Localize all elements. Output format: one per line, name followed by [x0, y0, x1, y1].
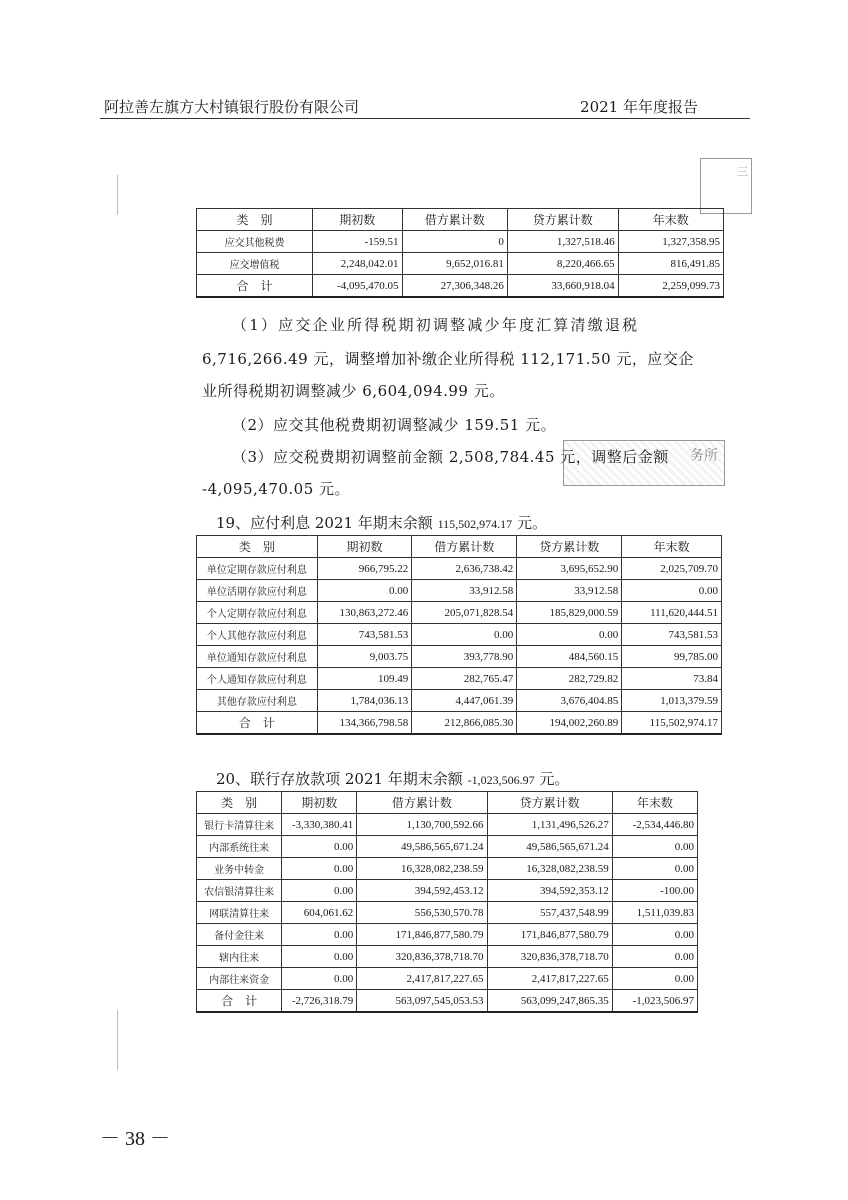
- table-cell: 辖内往来: [197, 946, 282, 968]
- section-suffix: 元。: [539, 770, 570, 788]
- table-cell: 0.00: [612, 836, 697, 858]
- seal-stamp-text: 三: [737, 165, 748, 178]
- table-cell: 1,784,036.13: [317, 690, 412, 712]
- table-cell: 0.00: [282, 880, 357, 902]
- table-cell: 49,586,565,671.24: [357, 836, 487, 858]
- table-cell: 个人定期存款应付利息: [197, 602, 318, 624]
- table-cell: 33,660,918.04: [507, 275, 618, 298]
- table-cell: 0.00: [622, 580, 722, 602]
- table-cell: 0.00: [612, 858, 697, 880]
- table-cell: 9,003.75: [317, 646, 412, 668]
- table-header-row: [197, 792, 698, 814]
- table-cell: 556,530,570.78: [357, 902, 487, 924]
- table-cell: 282,729.82: [517, 668, 622, 690]
- margin-mark: [117, 175, 118, 215]
- report-title: 2021 年年度报告: [580, 98, 698, 116]
- interbank-deposits-table: [196, 791, 698, 1013]
- section-heading-text: 20、联行存放款项 2021 年期末余额: [216, 770, 463, 788]
- page-number: － 38 －: [100, 1128, 170, 1150]
- column-header: 借方累计数: [412, 536, 517, 558]
- table-cell: 0.00: [517, 624, 622, 646]
- table-cell: -4,095,470.05: [312, 275, 402, 298]
- table-row: [197, 924, 698, 946]
- column-header: 期初数: [312, 209, 402, 231]
- table-cell: 0.00: [282, 858, 357, 880]
- column-header: 类 别: [197, 209, 313, 231]
- table-cell: 1,511,039.83: [612, 902, 697, 924]
- table-cell: 27,306,348.26: [402, 275, 507, 298]
- table-cell: 134,366,798.58: [317, 712, 412, 735]
- table-cell: 备付金往来: [197, 924, 282, 946]
- table-cell: 应交其他税费: [197, 231, 313, 253]
- table-cell: 网联清算往来: [197, 902, 282, 924]
- table-cell: 0.00: [282, 836, 357, 858]
- table-cell: 484,560.15: [517, 646, 622, 668]
- table-cell: 73.84: [622, 668, 722, 690]
- table-row: [197, 858, 698, 880]
- table-cell: 2,636,738.42: [412, 558, 517, 580]
- column-header: 贷方累计数: [517, 536, 622, 558]
- column-header: 借方累计数: [402, 209, 507, 231]
- table-cell: -3,330,380.41: [282, 814, 357, 836]
- column-header: 年末数: [618, 209, 723, 231]
- table-cell: 743,581.53: [317, 624, 412, 646]
- table-total-row: [197, 990, 698, 1013]
- table-cell: 内部往来资金: [197, 968, 282, 990]
- note-paragraph: （3）应交税费期初调整前金额 2,508,784.45 元，调整后金额: [232, 448, 669, 466]
- table-cell: 0.00: [612, 946, 697, 968]
- table-cell: 1,130,700,592.66: [357, 814, 487, 836]
- table-row: [197, 902, 698, 924]
- note-paragraph: -4,095,470.05 元。: [202, 480, 351, 498]
- column-header: 年末数: [622, 536, 722, 558]
- table-cell: 单位通知存款应付利息: [197, 646, 318, 668]
- table-row: [197, 646, 722, 668]
- table-cell: 320,836,378,718.70: [357, 946, 487, 968]
- column-header: 年末数: [612, 792, 697, 814]
- table-cell: 394,592,353.12: [487, 880, 612, 902]
- table-cell: 1,327,518.46: [507, 231, 618, 253]
- table-cell: 单位定期存款应付利息: [197, 558, 318, 580]
- table-cell: 应交增值税: [197, 253, 313, 275]
- table-cell: 111,620,444.51: [622, 602, 722, 624]
- table-cell: 2,417,817,227.65: [357, 968, 487, 990]
- table-cell: 1,013,379.59: [622, 690, 722, 712]
- table-row: [197, 253, 724, 275]
- section-amount: -1,023,506.97: [467, 773, 535, 787]
- table-cell: 194,002,260.89: [517, 712, 622, 735]
- table-cell: 0.00: [282, 968, 357, 990]
- table-cell: 115,502,974.17: [622, 712, 722, 735]
- table-cell: 2,259,099.73: [618, 275, 723, 298]
- column-header: 类 别: [197, 792, 282, 814]
- table-row: [197, 624, 722, 646]
- table-cell: 185,829,000.59: [517, 602, 622, 624]
- table-row: [197, 580, 722, 602]
- table-cell: -1,023,506.97: [612, 990, 697, 1013]
- table-row: [197, 968, 698, 990]
- table-cell: 1,327,358.95: [618, 231, 723, 253]
- section-heading: [216, 768, 569, 789]
- table-cell: 个人其他存款应付利息: [197, 624, 318, 646]
- column-header: 借方累计数: [357, 792, 487, 814]
- table-cell: 604,061.62: [282, 902, 357, 924]
- table-cell: 9,652,016.81: [402, 253, 507, 275]
- table-cell: 银行卡清算往来: [197, 814, 282, 836]
- table-row: [197, 668, 722, 690]
- table-cell: 33,912.58: [517, 580, 622, 602]
- table-row: [197, 231, 724, 253]
- margin-mark: [117, 1010, 118, 1070]
- column-header: 期初数: [317, 536, 412, 558]
- column-header: 期初数: [282, 792, 357, 814]
- table-cell: 2,025,709.70: [622, 558, 722, 580]
- table-row: [197, 558, 722, 580]
- table-cell: 3,676,404.85: [517, 690, 622, 712]
- interest-payable-table: [196, 535, 722, 735]
- table-cell: 16,328,082,238.59: [357, 858, 487, 880]
- table-cell: 内部系统往来: [197, 836, 282, 858]
- table-cell: 0.00: [612, 968, 697, 990]
- table-cell: 99,785.00: [622, 646, 722, 668]
- table-header-row: [197, 536, 722, 558]
- table-header-row: [197, 209, 724, 231]
- table-cell: 合 计: [197, 712, 318, 735]
- table-cell: 0: [402, 231, 507, 253]
- table-row: [197, 690, 722, 712]
- table-row: [197, 880, 698, 902]
- section-amount: 115,502,974.17: [437, 517, 513, 531]
- table-cell: 0.00: [412, 624, 517, 646]
- table-cell: 816,491.85: [618, 253, 723, 275]
- table-cell: 557,437,548.99: [487, 902, 612, 924]
- note-paragraph: （2）应交其他税费期初调整减少 159.51 元。: [232, 416, 557, 434]
- table-cell: 743,581.53: [622, 624, 722, 646]
- table-cell: 合 计: [197, 275, 313, 298]
- note-paragraph: 业所得税期初调整减少 6,604,094.99 元。: [202, 382, 505, 400]
- section-heading: [216, 512, 547, 533]
- table-cell: 个人通知存款应付利息: [197, 668, 318, 690]
- column-header: 贷方累计数: [487, 792, 612, 814]
- note-paragraph: （1）应交企业所得税期初调整减少年度汇算清缴退税: [232, 316, 640, 334]
- table-cell: 320,836,378,718.70: [487, 946, 612, 968]
- table-cell: 0.00: [282, 924, 357, 946]
- table-cell: 563,099,247,865.35: [487, 990, 612, 1013]
- table-row: [197, 836, 698, 858]
- table-cell: 282,765.47: [412, 668, 517, 690]
- table-row: [197, 602, 722, 624]
- table-cell: 业务中转金: [197, 858, 282, 880]
- column-header: 类 别: [197, 536, 318, 558]
- table-cell: 33,912.58: [412, 580, 517, 602]
- seal-stamp: [700, 158, 752, 214]
- table-cell: 1,131,496,526.27: [487, 814, 612, 836]
- table-cell: 0.00: [317, 580, 412, 602]
- table-cell: 171,846,877,580.79: [487, 924, 612, 946]
- table-cell: 0.00: [282, 946, 357, 968]
- table-cell: 农信银清算往来: [197, 880, 282, 902]
- table-cell: -159.51: [312, 231, 402, 253]
- table-cell: 16,328,082,238.59: [487, 858, 612, 880]
- table-cell: 4,447,061.39: [412, 690, 517, 712]
- report-company-name: 阿拉善左旗方大村镇银行股份有限公司: [104, 98, 360, 116]
- seal-stamp-text: 务所: [690, 448, 718, 464]
- table-row: [197, 946, 698, 968]
- table-cell: 2,248,042.01: [312, 253, 402, 275]
- note-paragraph: 6,716,266.49 元，调整增加补缴企业所得税 112,171.50 元，应交企: [202, 350, 694, 368]
- table-cell: -2,534,446.80: [612, 814, 697, 836]
- table-row: [197, 814, 698, 836]
- table-cell: 109.49: [317, 668, 412, 690]
- table-cell: 212,866,085.30: [412, 712, 517, 735]
- table-cell: 其他存款应付利息: [197, 690, 318, 712]
- section-heading-text: 19、应付利息 2021 年期末余额: [216, 514, 433, 532]
- table-total-row: [197, 275, 724, 298]
- table-cell: 130,863,272.46: [317, 602, 412, 624]
- table-cell: 393,778.90: [412, 646, 517, 668]
- table-cell: -2,726,318.79: [282, 990, 357, 1013]
- section-suffix: 元。: [516, 514, 547, 532]
- table-cell: 0.00: [612, 924, 697, 946]
- table-cell: 2,417,817,227.65: [487, 968, 612, 990]
- table-cell: 单位活期存款应付利息: [197, 580, 318, 602]
- table-cell: 3,695,652.90: [517, 558, 622, 580]
- table-cell: 合 计: [197, 990, 282, 1013]
- table-cell: 394,592,453.12: [357, 880, 487, 902]
- table-cell: 8,220,466.65: [507, 253, 618, 275]
- table-cell: 171,846,877,580.79: [357, 924, 487, 946]
- table-cell: 966,795.22: [317, 558, 412, 580]
- table-total-row: [197, 712, 722, 735]
- taxes-payable-table: [196, 208, 724, 298]
- column-header: 贷方累计数: [507, 209, 618, 231]
- table-cell: -100.00: [612, 880, 697, 902]
- table-cell: 563,097,545,053.53: [357, 990, 487, 1013]
- header-rule: [100, 118, 750, 119]
- table-cell: 205,071,828.54: [412, 602, 517, 624]
- table-cell: 49,586,565,671.24: [487, 836, 612, 858]
